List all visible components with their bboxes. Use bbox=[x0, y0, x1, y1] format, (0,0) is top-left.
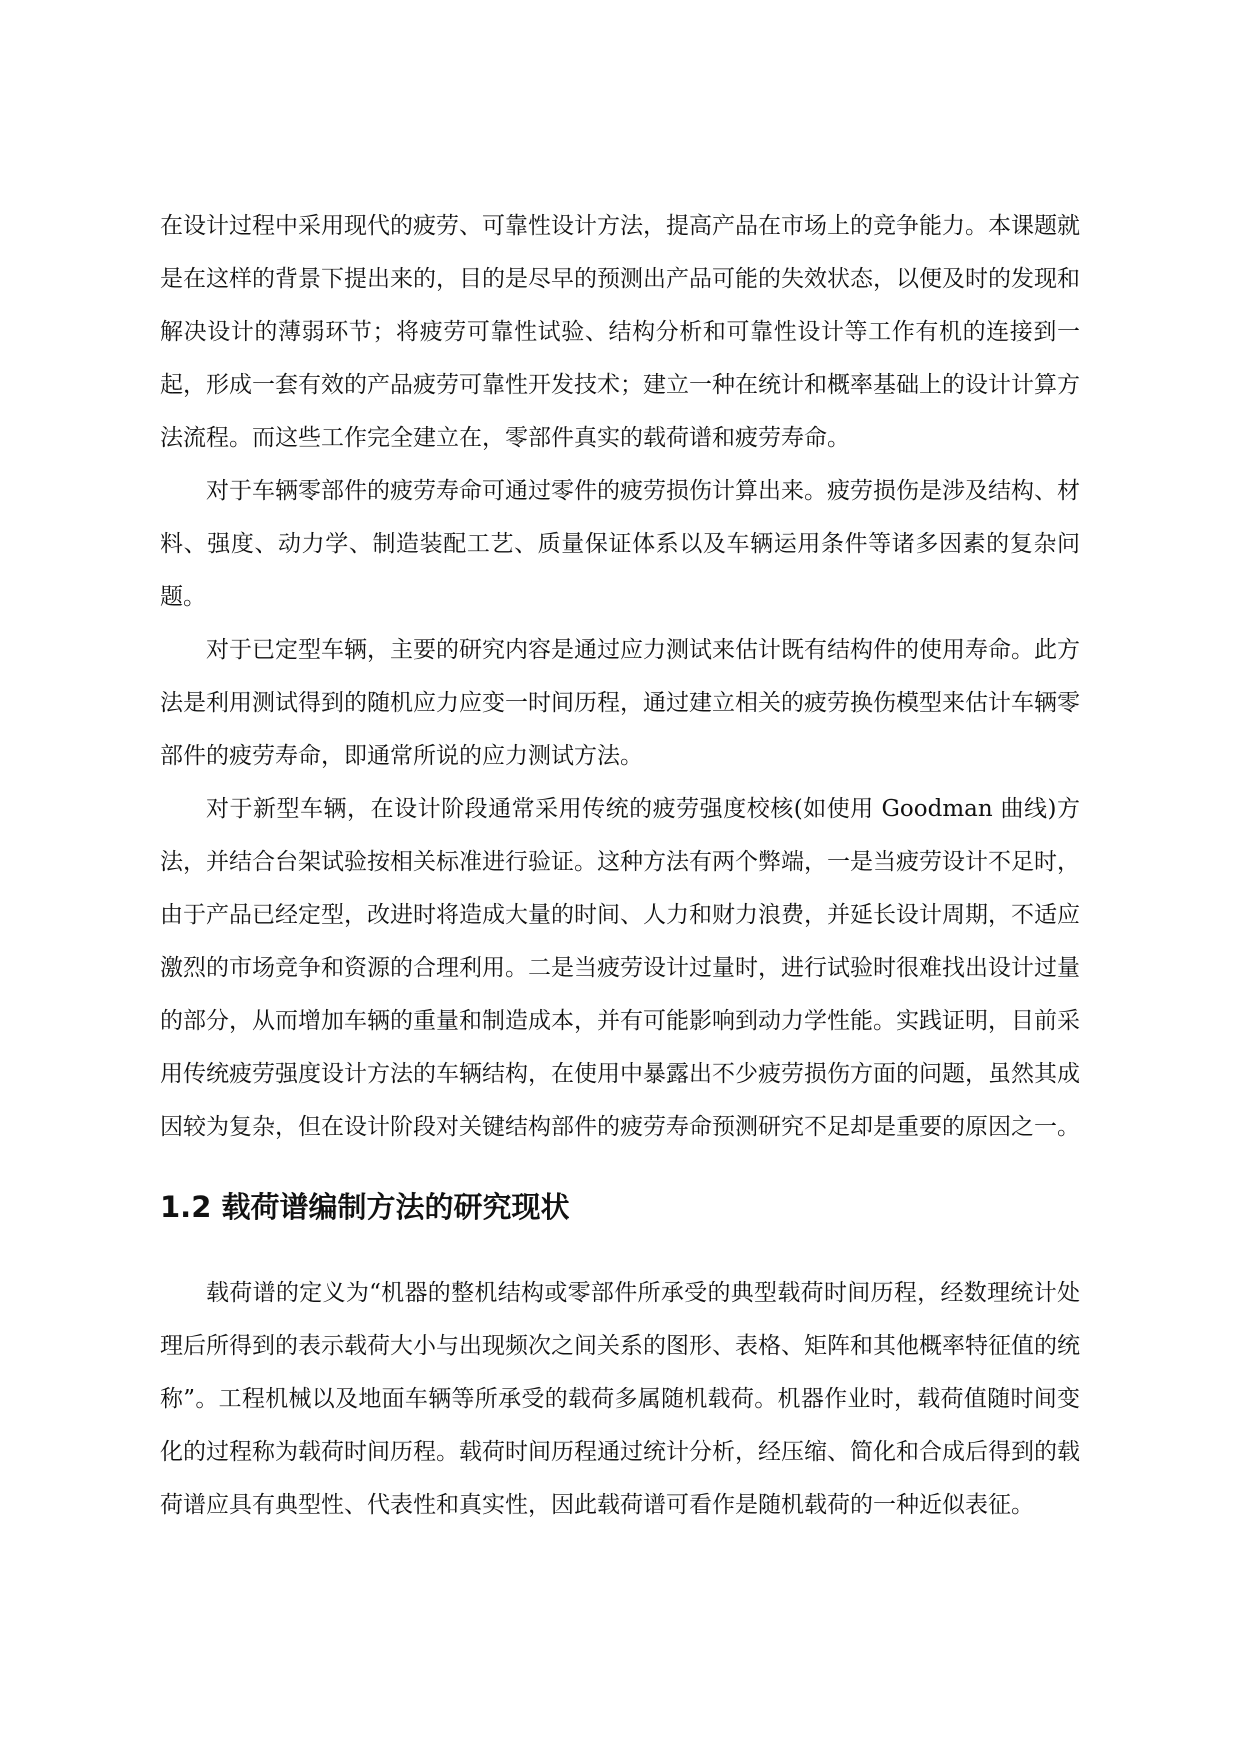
paragraph-fatigue-life: 对于车辆零部件的疲劳寿命可通过零件的疲劳损伤计算出来。疲劳损伤是涉及结构、材料、强度、动力学、制造装配工艺、质量保证体系以及车辆运用条件等诸多因素的复杂问题。 bbox=[160, 478, 1080, 610]
section-heading: 1.2 载荷谱编制方法的研究现状 bbox=[160, 1190, 570, 1224]
paragraph-existing-vehicles: 对于已定型车辆，主要的研究内容是通过应力测试来估计既有结构件的使用寿命。此方法是利用测试得到的随机应力应变一时间历程，通过建立相关的疲劳换伤模型来估计车辆零部件的疲劳寿命，即通常所说的应力测试方法。 bbox=[160, 637, 1080, 769]
paragraph-new-vehicles: 对于新型车辆，在设计阶段通常采用传统的疲劳强度校核(如使用 Goodman 曲线)方法，并结合台架试验按相关标准进行验证。这种方法有两个弊端，一是当疲劳设计不足时，由于产品已经定型，改进时将造成大量的时间、人力和财力浪费，并延长设计周期，不适应激烈的市场竞争和资源的合理利用。二是当疲劳设计过量时，进行试验时很难找出设计过量的部分，从而增加车辆的重量和制造成本，并有可能影响到动力学性能。实践证明，目前采用传统疲劳强度设计方法的车辆结构，在使用中暴露出不少疲劳损伤方面的问题，虽然其成因较为复杂，但在设计阶段对关键结构部件的疲劳寿命预测研究不足却是重要的原因之一。 bbox=[160, 796, 1080, 1140]
page-content bbox=[160, 200, 1080, 1532]
paragraph-load-spectrum-definition: 载荷谱的定义为“机器的整机结构或零部件所承受的典型载荷时间历程，经数理统计处理后所得到的表示载荷大小与出现频次之间关系的图形、表格、矩阵和其他概率特征值的统称”。工程机械以及地面车辆等所承受的载荷多属随机载荷。机器作业时，载荷值随时间变化的过程称为载荷时间历程。载荷时间历程通过统计分析，经压缩、简化和合成后得到的载荷谱应具有典型性、代表性和真实性，因此载荷谱可看作是随机载荷的一种近似表征。 bbox=[160, 1280, 1080, 1518]
paragraph-continued: 在设计过程中采用现代的疲劳、可靠性设计方法，提高产品在市场上的竞争能力。本课题就是在这样的背景下提出来的，目的是尽早的预测出产品可能的失效状态，以便及时的发现和解决设计的薄弱环节；将疲劳可靠性试验、结构分析和可靠性设计等工作有机的连接到一起，形成一套有效的产品疲劳可靠性开发技术；建立一种在统计和概率基础上的设计计算方法流程。而这些工作完全建立在，零部件真实的载荷谱和疲劳寿命。 bbox=[160, 213, 1080, 451]
